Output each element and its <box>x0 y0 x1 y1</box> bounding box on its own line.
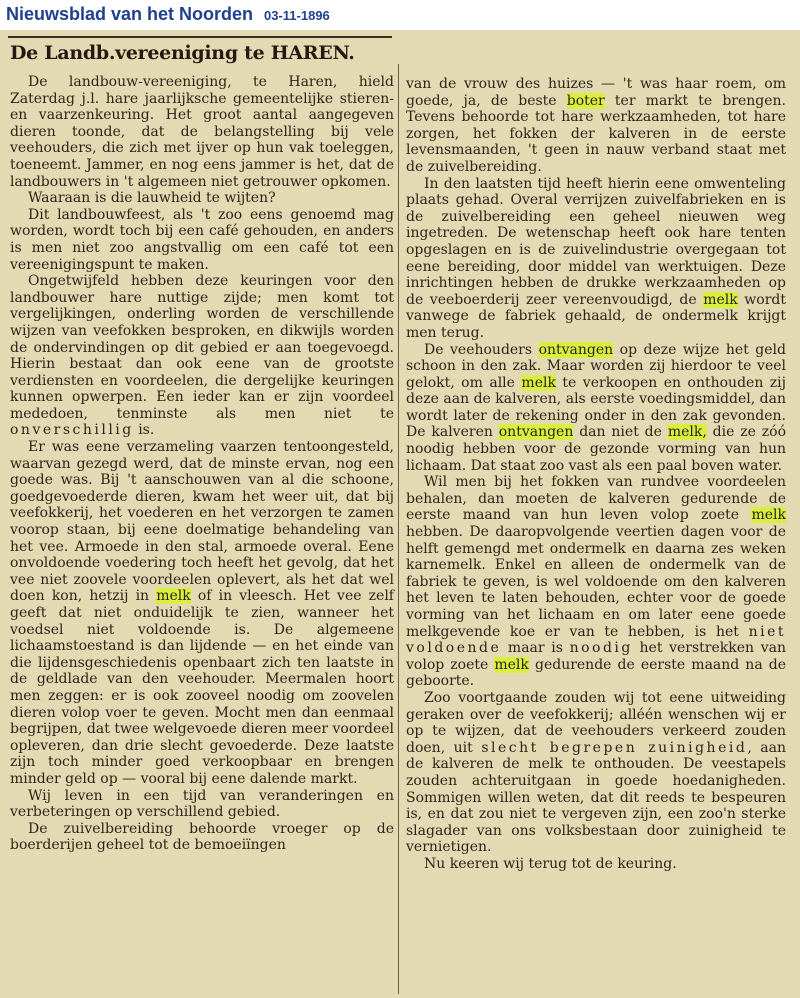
text-run: , aan de kalveren de melk te onthouden. De veestapels zouden achteruitgaan in goede hoedanigheden. Sommigen willen weten, dat dit reeds te bespeuren is, en dat zou niet te vergeven zijn, een zoo'n sterke slagader van ons volksbestaan door zuinigheid te vernietigen. <box>406 739 786 856</box>
newspaper-title: Nieuwsblad van het Noorden <box>6 4 254 24</box>
text-run: hebben. De daaropvolgende veertien dagen voor de helft gemengd met ondermelk en daarna zes weken karnemelk. Enkel en alleen de ondermelk van de fabriek te geven, is wel voldoende om den kalveren het leven te laten behouden, echter voor de goede vorming van het lichaam en om later eene goede melkgevende koe er van te hebben, is het <box>406 524 786 640</box>
column-divider <box>398 64 399 994</box>
search-highlight: melk, <box>667 424 707 441</box>
top-rule <box>8 36 392 38</box>
search-highlight: melk <box>703 291 738 308</box>
search-highlight: melk <box>494 656 529 673</box>
paragraph <box>406 176 786 342</box>
search-highlight: melk <box>521 374 556 391</box>
text-run: te verkoopen en onthouden zij deze aan de kalveren, als eerste voedingsmiddel, dan wordt later de rekening onder in den zak gevonden. De kalveren <box>406 374 786 441</box>
text-run: ter markt te brengen. Tevens behoorde tot hare werkzaamheden, tot hare zorgen, het fokken der kalveren in de eerste levensmaanden, 't geen in nauw verband staat met de zuivelbereiding. <box>406 92 786 175</box>
paragraph <box>406 474 786 690</box>
text-run: Er was eene verzameling vaarzen tentoongesteld, waarvan gezegd werd, dat de minste ervan, nog een goede was. Bij 't aanschouwen van al die schoone, goedgevoederde dieren, kwam het weer uit, dat bij veefokkerij, het voederen en het verzorgen te zamen voorop staan, bij eene doelmatige behandeling van het vee. Armoede in den stal, armoede overal. Eene onvoldoende voedering toch heeft het gevolg, dat het vee niet zoovele voordeelen oplevert, als het dat wel doen kon, hetzij in <box>10 439 394 605</box>
publication-date: 03-11-1896 <box>264 8 330 23</box>
spaced-emphasis: onverschillig <box>10 422 134 439</box>
text-run: maar is <box>501 640 570 657</box>
search-highlight: boter <box>566 92 605 109</box>
text-run: op deze wijze het geld schoon in den zak. Maar worden zij hierdoor te veel gelokt, om alle <box>406 341 786 391</box>
article-column-1 <box>10 74 394 854</box>
paragraph: Wij leven in een tijd van veranderingen en verbeteringen op verschillend gebied. <box>10 787 394 821</box>
text-run: wordt vanwege de fabriek gehaald, de ondermelk krijgt men terug. <box>406 291 786 341</box>
spaced-emphasis: niet voldoende <box>406 623 786 657</box>
spaced-emphasis: noodig <box>569 640 633 657</box>
search-highlight: ontvangen <box>498 424 574 441</box>
article-column-2 <box>406 76 786 873</box>
text-run: het verstrekken van volop zoete <box>406 640 786 673</box>
spaced-emphasis: slecht begrepen zuinigheid <box>481 739 748 756</box>
paragraph <box>406 690 786 856</box>
paragraph: Waaraan is die lauwheid te wijten? <box>28 190 276 207</box>
search-highlight: melk <box>751 507 786 524</box>
paragraph: Nu keeren wij terug tot de keuring. <box>424 855 677 872</box>
paragraph <box>406 76 786 176</box>
text-run: gedurende de eerste maand na de geboorte. <box>406 656 786 690</box>
text-run: Zoo voortgaande zouden wij tot eene uitweiding geraken over de veefokkerij; alléén wenschen wij er op te wijzen, dat de veehouders verkeerd zouden doen, uit <box>406 689 786 756</box>
paragraph: De landbouw-vereeniging, te Haren, hield Zaterdag j.l. hare jaarlijksche gemeentelijke stieren- en vaarzenkeuring. Het groot aantal aangegeven dieren toonde, dat de belangstelling bij vele veehouders, die zich met ijver op hun vak toeleggen, toeneemt. Jammer, en nog eens jammer is het, dat de landbouwers in 't algemeen niet getrouwer opkomen. <box>10 74 394 190</box>
newspaper-clipping <box>0 30 800 998</box>
paragraph: Dit landbouwfeest, als 't zoo eens genoemd mag worden, wordt toch bij een café gehouden, en anders is men niet zoo angstvallig om een café tot een vereenigingspunt te maken. <box>10 206 394 273</box>
text-run: of in vleesch. Het vee zelf geeft dat niet onduidelijk te zien, wanneer het voedsel niet voldoende is. De algemeene lichaamstoestand is dan lijdende — en het einde van die lijdensgeschiedenis openbaart zich ten laatste in de geldlade van den veehouder. Meermalen hoort men zeggen: er is ook zooveel noodig om zoovelen dieren volop voer te geven. Mocht men dan eenmaal begrijpen, dat twee welgevoede dieren meer voordeel opleveren, dan drie slecht gevoederde. Deze laatste zijn toch minder goed verkoopbaar en brengen minder geld op — vooral bij eene dalende markt. <box>10 588 394 787</box>
text-run: die ze zóó noodig hebben voor de gezonde vorming van hun lichaam. Dat staat zoo vast als een paal boven water. <box>406 424 787 474</box>
text-run: In den laatsten tijd heeft hierin eene omwenteling plaats gehad. Overal verrijzen zuivelfabrieken en is de zuivelbereiding een geheel nieuwen weg ingetreden. De wetenschap heeft ook hare tenten opgeslagen en is de zuivelindustrie overgegaan tot eene bereiding, door middel van werktuigen. Deze inrichtingen hebben de drukke werkzaamheden op de veeboerderij zeer vereenvoudigd, de <box>406 175 786 308</box>
text-run: dan niet de <box>573 424 668 441</box>
text-run: Ongetwijfeld hebben deze keuringen voor den landbouwer hare nuttige zijde; men komt tot vergelijkingen, onderling worden de verschillende wijzen van veefokken besproken, en dikwijls worden de ondervindingen op dit gebied er aan toegevoegd. Hierin bestaat dan ook eene van de grootste verdiensten en voordeelen, die dergelijke keuringen kunnen opwerpen. Een ieder kan er zijn voordeel mededoen, tenminste als men niet te <box>10 273 394 422</box>
text-run: De veehouders <box>424 341 539 358</box>
paragraph <box>406 342 786 475</box>
search-highlight: ontvangen <box>538 341 614 358</box>
paragraph: De zuivelbereiding behoorde vroeger op de boerderijen geheel tot de bemoeiïngen <box>10 820 394 854</box>
article-headline: De Landb.vereeniging te HAREN. <box>10 42 355 64</box>
search-highlight: melk <box>156 588 191 605</box>
text-run: Wil men bij het fokken van rundvee voordeelen behalen, dan moeten de kalveren gedurende de eerste maand van hun leven volop zoete <box>406 474 786 524</box>
paragraph <box>10 273 394 439</box>
text-run: is. <box>133 422 155 439</box>
text-run: van de vrouw des huizes — 't was haar roem, om goede, ja, de beste <box>406 76 786 109</box>
page-header <box>0 0 800 30</box>
paragraph <box>10 439 394 787</box>
